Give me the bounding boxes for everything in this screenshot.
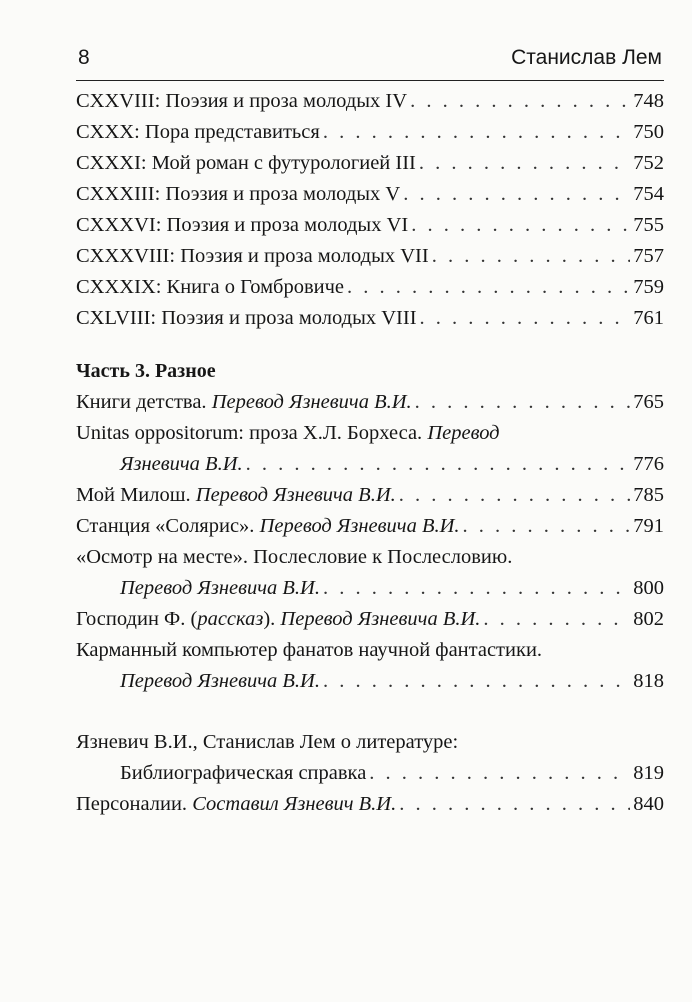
toc-entry-page: 785 xyxy=(633,484,664,506)
translator-credit: Перевод Язневича В.И. xyxy=(195,484,396,506)
toc-entry-title xyxy=(76,789,396,820)
toc-entry xyxy=(76,210,664,241)
toc-entry xyxy=(76,272,664,303)
toc-entry xyxy=(76,789,664,820)
entry-title-text: Персоналии. xyxy=(76,793,188,815)
toc-entry-title: Библиографическая справка xyxy=(120,762,367,784)
toc-entry-page: 800 xyxy=(633,577,664,599)
toc-entry xyxy=(76,666,664,697)
toc-entry-line: «Осмотр на месте». Послесловие к Послесловию. xyxy=(76,546,513,568)
toc-entry-page: 754 xyxy=(633,183,664,205)
toc-entry-title: CXXVIII: Поэзия и проза молодых IV xyxy=(76,90,408,112)
page-number: 8 xyxy=(78,46,90,69)
entry-title-text: Книги детства. xyxy=(76,391,207,413)
toc-entry xyxy=(76,511,664,542)
toc-entry-page: 776 xyxy=(633,453,664,475)
translator-credit: Перевод Язневича В.И. xyxy=(280,608,481,630)
toc-entry-line: Язневич В.И., Станислав Лем о литературе: xyxy=(76,731,459,753)
compiler-credit: Составил Язневич В.И. xyxy=(192,793,397,815)
translator-credit: Перевод Язневича В.И. xyxy=(259,515,460,537)
toc-entry-title xyxy=(76,387,412,418)
toc-entry-page: 819 xyxy=(633,762,664,784)
toc-entry-page: 840 xyxy=(633,793,664,815)
table-of-contents xyxy=(76,86,664,820)
dot-leader xyxy=(432,241,631,272)
toc-entry-page: 818 xyxy=(633,670,664,692)
entry-title-text: Станция «Солярис». xyxy=(76,515,255,537)
dot-leader xyxy=(323,573,630,604)
dot-leader xyxy=(323,666,630,697)
translator-credit: Язневича В.И. xyxy=(120,453,243,475)
toc-entry-page: 748 xyxy=(633,90,664,112)
toc-entry-page: 761 xyxy=(633,307,664,329)
entry-title-text: ). xyxy=(263,608,276,630)
toc-entry-title: CXLVIII: Поэзия и проза молодых VIII xyxy=(76,307,417,329)
section-heading: Часть 3. Разное xyxy=(76,360,216,382)
entry-title-text: Unitas oppositorum: проза Х.Л. Борхеса. xyxy=(76,422,423,444)
toc-entry-page: 765 xyxy=(633,391,664,413)
entry-title-text: Мой Милош. xyxy=(76,484,191,506)
toc-entry xyxy=(76,758,664,789)
toc-entry-page: 802 xyxy=(633,608,664,630)
dot-leader xyxy=(323,117,630,148)
entry-title-text: Господин Ф. ( xyxy=(76,608,198,630)
dot-leader xyxy=(403,179,630,210)
toc-entry-title xyxy=(76,604,480,635)
dot-leader xyxy=(483,604,630,635)
toc-entry-page: 757 xyxy=(633,245,664,267)
genre-label: рассказ xyxy=(197,608,264,630)
toc-entry-page: 759 xyxy=(633,276,664,298)
running-header xyxy=(76,44,664,81)
dot-leader xyxy=(411,210,630,241)
translator-credit: Перевод Язневича В.И. xyxy=(120,577,320,599)
toc-entry-title: CXXX: Пора представиться xyxy=(76,121,320,143)
toc-entry xyxy=(76,148,664,179)
toc-entry xyxy=(76,449,664,480)
toc-entry xyxy=(76,303,664,334)
toc-entry-page: 750 xyxy=(633,121,664,143)
toc-entry-title: CXXXIX: Книга о Гомбровиче xyxy=(76,276,345,298)
dot-leader xyxy=(415,387,631,418)
toc-entry xyxy=(76,604,664,635)
translator-credit: Перевод Язневича В.И. xyxy=(211,391,412,413)
running-author: Станислав Лем xyxy=(511,46,662,69)
toc-entry-line: Карманный компьютер фанатов научной фантастики. xyxy=(76,639,543,661)
translator-credit: Перевод Язневича В.И. xyxy=(120,670,320,692)
toc-entry-title: CXXXI: Мой роман с футурологией III xyxy=(76,152,416,174)
dot-leader xyxy=(419,148,630,179)
toc-entry-page: 791 xyxy=(633,515,664,537)
dot-leader xyxy=(420,303,631,334)
dot-leader xyxy=(369,758,630,789)
translator-credit: Перевод xyxy=(427,422,500,444)
toc-entry xyxy=(76,117,664,148)
dot-leader xyxy=(399,789,630,820)
toc-entry-title: CXXXIII: Поэзия и проза молодых V xyxy=(76,183,401,205)
dot-leader xyxy=(246,449,631,480)
toc-entry xyxy=(76,86,664,117)
toc-entry xyxy=(76,179,664,210)
toc-entry xyxy=(76,387,664,418)
toc-entry-title: CXXXVIII: Поэзия и проза молодых VII xyxy=(76,245,429,267)
toc-entry xyxy=(76,241,664,272)
toc-entry xyxy=(76,480,664,511)
toc-entry-page: 752 xyxy=(633,152,664,174)
toc-entry-title: CXXXVI: Поэзия и проза молодых VI xyxy=(76,214,409,236)
toc-entry-title xyxy=(76,480,396,511)
toc-entry xyxy=(76,573,664,604)
dot-leader xyxy=(347,272,630,303)
toc-entry-title xyxy=(76,511,460,542)
toc-entry-line xyxy=(76,418,664,449)
dot-leader xyxy=(410,86,630,117)
dot-leader xyxy=(463,511,631,542)
dot-leader xyxy=(399,480,630,511)
toc-entry-page: 755 xyxy=(633,214,664,236)
